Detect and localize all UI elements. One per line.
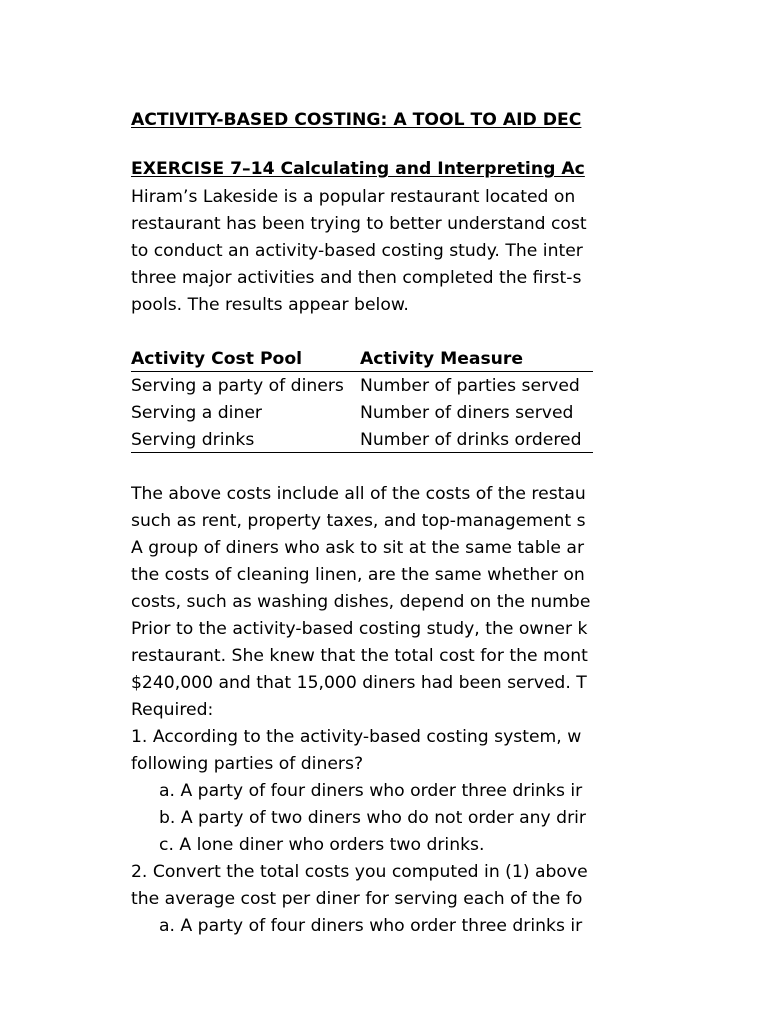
body-line: such as rent, property taxes, and top-management s: [131, 511, 586, 531]
table-row: [131, 401, 593, 425]
required-label: Required:: [131, 700, 214, 720]
table-bottom-rule: [131, 452, 593, 453]
table-cell-cost-pool: Serving a diner: [131, 403, 262, 423]
table-cell-activity-measure: Number of parties served: [360, 376, 580, 396]
question-1: 1. According to the activity-based costing system, w: [131, 727, 582, 747]
question-1-item-b: b. A party of two diners who do not order any drir: [159, 808, 586, 828]
table-header-row: [131, 347, 593, 371]
body-line: costs, such as washing dishes, depend on the numbe: [131, 592, 591, 612]
document-page: [131, 0, 593, 1024]
intro-line: Hiram’s Lakeside is a popular restaurant located on: [131, 187, 576, 207]
intro-line: three major activities and then completed the first-s: [131, 268, 582, 288]
question-1-item-c: c. A lone diner who orders two drinks.: [159, 835, 485, 855]
table-header-activity-measure: Activity Measure: [360, 349, 524, 369]
document-heading: ACTIVITY-BASED COSTING: A TOOL TO AID DEC: [131, 110, 582, 130]
intro-line: to conduct an activity-based costing study. The inter: [131, 241, 583, 261]
question-2-continued: the average cost per diner for serving each of the fo: [131, 889, 583, 909]
body-line: the costs of cleaning linen, are the same whether on: [131, 565, 585, 585]
table-row: [131, 374, 593, 398]
table-cell-cost-pool: Serving drinks: [131, 430, 255, 450]
table-cell-activity-measure: Number of drinks ordered: [360, 430, 582, 450]
body-line: The above costs include all of the costs of the restau: [131, 484, 586, 504]
body-line: Prior to the activity-based costing study, the owner k: [131, 619, 588, 639]
intro-line: restaurant has been trying to better understand cost: [131, 214, 587, 234]
body-line: $240,000 and that 15,000 diners had been served. T: [131, 673, 587, 693]
question-1-item-a: a. A party of four diners who order three drinks ir: [159, 781, 583, 801]
intro-line: pools. The results appear below.: [131, 295, 409, 315]
question-1-continued: following parties of diners?: [131, 754, 364, 774]
body-line: A group of diners who ask to sit at the same table ar: [131, 538, 585, 558]
table-header-rule: [131, 371, 593, 372]
table-cell-activity-measure: Number of diners served: [360, 403, 574, 423]
exercise-title: EXERCISE 7–14 Calculating and Interpreting Ac: [131, 159, 585, 179]
table-cell-cost-pool: Serving a party of diners: [131, 376, 344, 396]
body-line: restaurant. She knew that the total cost for the mont: [131, 646, 588, 666]
table-header-cost-pool: Activity Cost Pool: [131, 349, 303, 369]
question-2-item-a: a. A party of four diners who order three drinks ir: [159, 916, 583, 936]
table-row: [131, 428, 593, 452]
question-2: 2. Convert the total costs you computed in (1) above: [131, 862, 588, 882]
